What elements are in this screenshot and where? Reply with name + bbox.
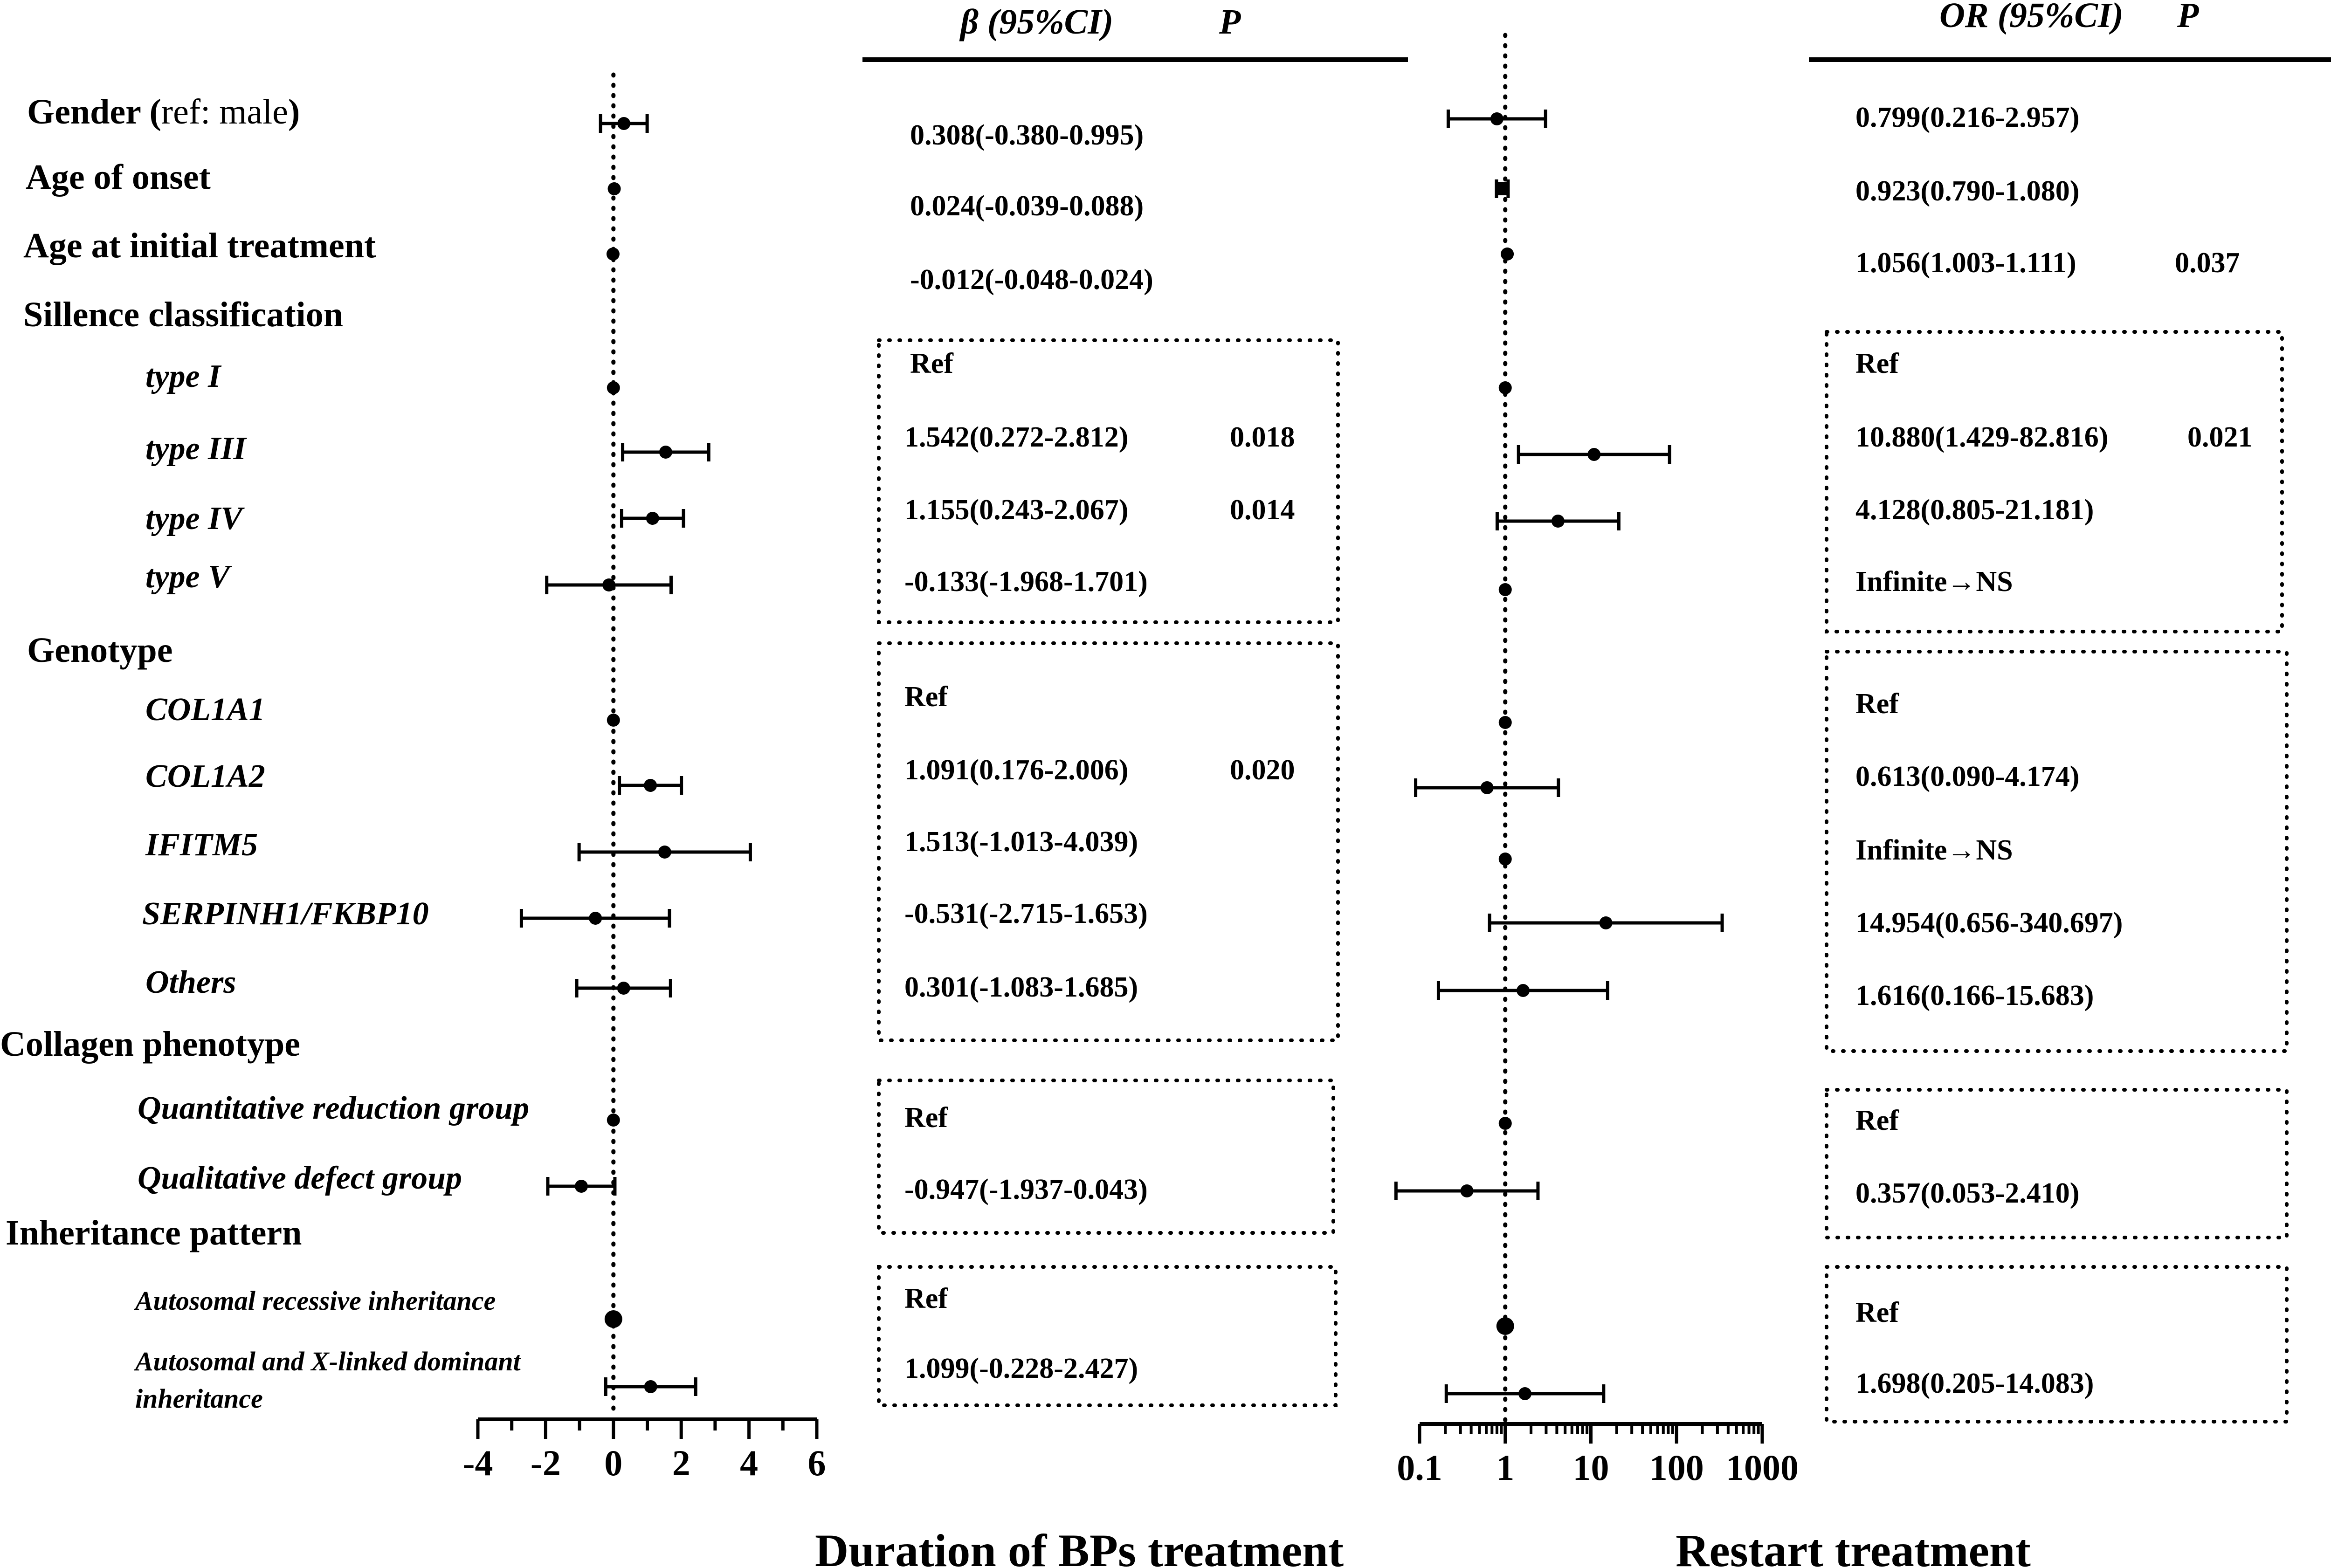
point-estimate <box>1587 448 1600 461</box>
point-estimate <box>1600 916 1613 929</box>
table-header-estimate: β (95%CI) <box>960 2 1114 41</box>
p-value: 0.021 <box>2187 421 2253 453</box>
point-estimate <box>602 578 615 591</box>
p-value: 0.018 <box>1230 421 1295 453</box>
p-value: 0.037 <box>2175 247 2240 279</box>
p-value: 0.020 <box>1230 754 1295 786</box>
estimate-value: Ref <box>910 348 953 379</box>
beta-estimate-table <box>862 2 1408 1405</box>
point-estimate <box>1552 515 1565 528</box>
x-tick-label: 6 <box>807 1443 826 1483</box>
x-axis-title: Restart treatment <box>1676 1525 2031 1568</box>
point-estimate <box>607 248 620 261</box>
x-tick-label: -4 <box>462 1443 493 1483</box>
row-label: Autosomal recessive inheritance <box>135 1286 496 1316</box>
row-labels <box>0 92 529 1414</box>
p-value: 0.014 <box>1230 494 1295 526</box>
table-header-p: P <box>2177 0 2199 35</box>
or-estimate-table <box>1809 0 2331 1422</box>
estimate-value: 1.513(-1.013-4.039) <box>904 826 1138 858</box>
point-estimate <box>646 512 659 525</box>
row-label: type V <box>145 559 230 595</box>
estimate-value: 0.308(-0.380-0.995) <box>910 119 1144 151</box>
estimate-value: -0.947(-1.937-0.043) <box>904 1174 1148 1205</box>
estimate-value: Ref <box>1855 1297 1899 1328</box>
x-tick-label: 1000 <box>1726 1447 1799 1488</box>
point-estimate <box>1499 1117 1512 1130</box>
point-estimate <box>1499 853 1512 866</box>
x-axis-title: Duration of BPs treatment <box>814 1525 1344 1568</box>
row-label-part: ) <box>288 92 300 131</box>
point-estimate <box>607 1114 620 1127</box>
estimate-value: 1.056(1.003-1.111) <box>1855 247 2076 279</box>
estimate-value: 1.099(-0.228-2.427) <box>904 1353 1138 1384</box>
point-estimate <box>1499 716 1512 729</box>
row-label <box>27 92 300 131</box>
row-label-part: Gender ( <box>27 92 161 131</box>
point-estimate <box>1499 583 1512 596</box>
row-label: Inheritance pattern <box>6 1213 302 1252</box>
point-estimate <box>589 912 602 925</box>
row-label: IFITM5 <box>145 827 258 863</box>
estimate-value: 14.954(0.656-340.697) <box>1855 907 2123 939</box>
estimate-value: 1.698(0.205-14.083) <box>1855 1368 2094 1399</box>
row-label: inheritance <box>135 1383 263 1414</box>
point-estimate <box>605 1310 622 1328</box>
row-label: Age of onset <box>26 158 211 197</box>
estimate-value: 1.542(0.272-2.812) <box>904 421 1129 453</box>
x-tick-label: 4 <box>740 1443 759 1483</box>
x-tick-label: 0 <box>604 1443 623 1483</box>
x-tick-label: 0.1 <box>1397 1447 1442 1488</box>
row-label: Quantitative reduction group <box>138 1090 530 1126</box>
estimate-value: Ref <box>904 681 948 713</box>
table-header-estimate: OR (95%CI) <box>1939 0 2124 35</box>
estimate-value: -0.531(-2.715-1.653) <box>904 898 1148 929</box>
point-estimate <box>1497 1317 1514 1335</box>
point-estimate <box>1490 112 1503 125</box>
estimate-value: -0.012(-0.048-0.024) <box>910 264 1153 296</box>
row-label: Collagen phenotype <box>0 1025 300 1064</box>
x-tick-label: 1 <box>1496 1447 1515 1488</box>
point-estimate <box>1518 1387 1531 1400</box>
point-estimate <box>617 117 630 130</box>
estimate-value: 1.616(0.166-15.683) <box>1855 980 2094 1011</box>
x-tick-label: -2 <box>530 1443 561 1483</box>
point-estimate <box>608 182 621 195</box>
estimate-value: Ref <box>904 1283 948 1314</box>
point-estimate <box>575 1180 588 1193</box>
x-tick-label: 10 <box>1572 1447 1609 1488</box>
estimate-value: 0.613(0.090-4.174) <box>1855 761 2080 792</box>
row-label: COL1A2 <box>145 758 265 794</box>
beta-forest-panel <box>463 75 1344 1568</box>
point-estimate <box>607 381 620 394</box>
point-estimate <box>617 982 630 995</box>
estimate-value: 0.024(-0.039-0.088) <box>910 190 1144 222</box>
row-label: type III <box>145 431 246 467</box>
estimate-value: Ref <box>1855 1105 1899 1136</box>
estimate-value: 1.091(0.176-2.006) <box>904 754 1129 786</box>
point-estimate <box>1501 248 1514 261</box>
table-header-p: P <box>1219 2 1241 41</box>
estimate-value: 4.128(0.805-21.181) <box>1855 494 2094 526</box>
estimate-value: Ref <box>904 1102 948 1134</box>
row-label: Sillence classification <box>23 295 344 334</box>
row-label-part: ref: male <box>161 92 288 131</box>
row-label: COL1A1 <box>145 692 265 728</box>
row-label: Autosomal and X-linked dominant <box>135 1346 521 1376</box>
point-estimate <box>607 714 620 727</box>
point-estimate <box>1461 1184 1474 1197</box>
estimate-value: Infinite→NS <box>1855 834 2013 866</box>
row-label: Genotype <box>27 631 173 670</box>
row-label: Age at initial treatment <box>23 226 376 265</box>
estimate-value: Ref <box>1855 688 1899 720</box>
x-tick-label: 2 <box>672 1443 690 1483</box>
estimate-value: Infinite→NS <box>1855 566 2013 598</box>
point-estimate <box>1517 984 1530 997</box>
estimate-value: 10.880(1.429-82.816) <box>1855 421 2109 453</box>
estimate-value: 1.155(0.243-2.067) <box>904 494 1129 526</box>
x-tick-label: 100 <box>1649 1447 1704 1488</box>
point-estimate <box>659 446 672 459</box>
estimate-value: Ref <box>1855 348 1899 379</box>
point-estimate <box>644 779 657 792</box>
row-label: Others <box>145 964 236 1000</box>
point-estimate <box>644 1380 657 1393</box>
point-estimate <box>1481 781 1494 794</box>
point-estimate <box>1499 381 1512 394</box>
point-estimate <box>658 846 671 859</box>
estimate-value: 0.301(-1.083-1.685) <box>904 971 1138 1003</box>
row-label: SERPINH1/FKBP10 <box>142 896 429 932</box>
estimate-value: 0.799(0.216-2.957) <box>1855 102 2080 133</box>
estimate-value: 0.357(0.053-2.410) <box>1855 1177 2080 1209</box>
point-estimate <box>1496 182 1509 195</box>
row-label: Qualitative defect group <box>138 1160 462 1196</box>
row-label: type IV <box>145 501 243 536</box>
estimate-value: -0.133(-1.968-1.701) <box>904 566 1148 598</box>
estimate-value: 0.923(0.790-1.080) <box>1855 175 2080 207</box>
row-label: type I <box>145 358 221 394</box>
